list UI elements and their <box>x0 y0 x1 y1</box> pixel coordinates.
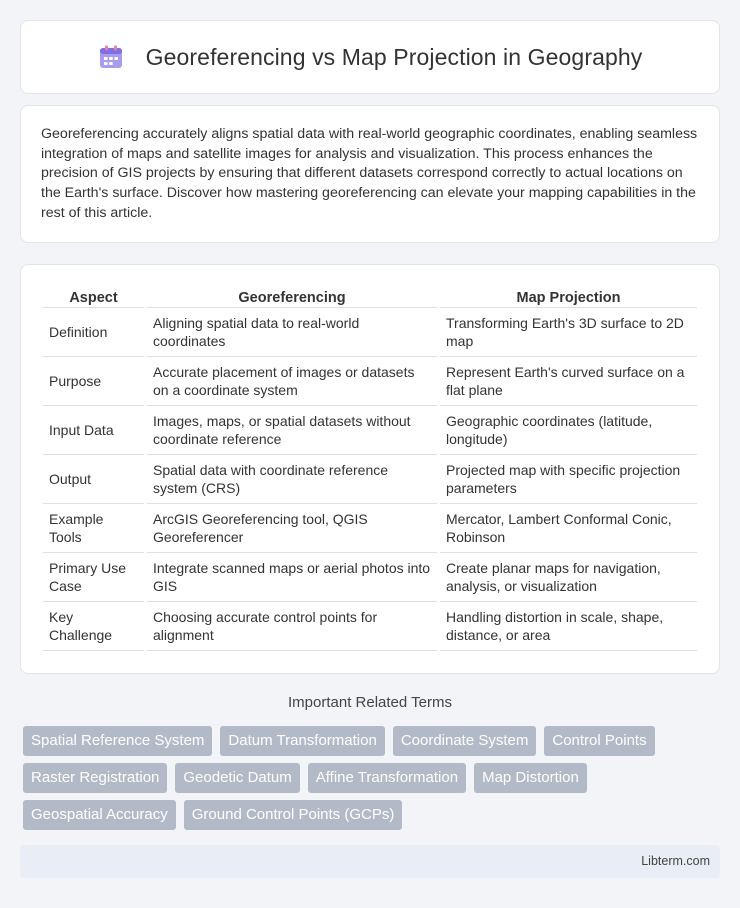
related-term-tag[interactable]: Spatial Reference System <box>23 726 212 756</box>
comparison-table <box>40 285 700 651</box>
map-projection-cell: Handling distortion in scale, shape, distance, or area <box>440 602 697 651</box>
page-title: Georeferencing vs Map Projection in Geography <box>145 43 643 70</box>
table-row <box>43 455 697 504</box>
map-projection-cell: Mercator, Lambert Conformal Conic, Robinson <box>440 504 697 553</box>
georeferencing-cell: Integrate scanned maps or aerial photos into GIS <box>147 553 437 602</box>
table-row <box>43 357 697 406</box>
related-term-tag[interactable]: Coordinate System <box>393 726 537 756</box>
related-term-tag[interactable]: Ground Control Points (GCPs) <box>184 800 403 830</box>
georeferencing-cell: Choosing accurate control points for alignment <box>147 602 437 651</box>
table-row <box>43 553 697 602</box>
comparison-table-card <box>20 264 720 674</box>
aspect-cell: Purpose <box>43 357 144 406</box>
georeferencing-cell: Accurate placement of images or datasets on a coordinate system <box>147 357 437 406</box>
aspect-cell: Example Tools <box>43 504 144 553</box>
map-projection-cell: Transforming Earth's 3D surface to 2D map <box>440 308 697 357</box>
related-term-tag[interactable]: Control Points <box>544 726 654 756</box>
column-header-aspect: Aspect <box>43 285 144 308</box>
map-projection-cell: Projected map with specific projection parameters <box>440 455 697 504</box>
georeferencing-cell: Spatial data with coordinate reference system (CRS) <box>147 455 437 504</box>
intro-card <box>20 105 720 243</box>
column-header-map-projection: Map Projection <box>440 285 697 308</box>
aspect-cell: Output <box>43 455 144 504</box>
related-term-tag[interactable]: Geospatial Accuracy <box>23 800 176 830</box>
related-term-tag[interactable]: Map Distortion <box>474 763 587 793</box>
related-term-tag[interactable]: Datum Transformation <box>220 726 384 756</box>
table-row <box>43 308 697 357</box>
intro-text: Georeferencing accurately aligns spatial data with real-world geographic coordinates, enabling seamless integration of maps and satellite images for analysis and visualization. This process enhances the precision of GIS projects by ensuring that different datasets correspond correctly to actual locations on the Earth's surface. Discover how mastering georeferencing can elevate your mapping capabilities in the rest of this article. <box>41 126 698 221</box>
footer <box>20 845 720 878</box>
aspect-cell: Definition <box>43 308 144 357</box>
table-row <box>43 504 697 553</box>
map-projection-cell: Geographic coordinates (latitude, longitude) <box>440 406 697 455</box>
georeferencing-cell: ArcGIS Georeferencing tool, QGIS Georeferencer <box>147 504 437 553</box>
related-term-tag[interactable]: Affine Transformation <box>308 763 466 793</box>
table-header-row <box>43 285 697 308</box>
aspect-cell: Input Data <box>43 406 144 455</box>
aspect-cell: Key Challenge <box>43 602 144 651</box>
related-terms-list <box>23 726 723 837</box>
footer-site-link[interactable]: Libterm.com <box>641 854 710 868</box>
table-row <box>43 602 697 651</box>
related-terms-heading: Important Related Terms <box>288 694 452 711</box>
related-term-tag[interactable]: Raster Registration <box>23 763 167 793</box>
related-term-tag[interactable]: Geodetic Datum <box>175 763 299 793</box>
map-projection-cell: Create planar maps for navigation, analysis, or visualization <box>440 553 697 602</box>
title-card <box>20 20 720 94</box>
table-row <box>43 406 697 455</box>
georeferencing-cell: Images, maps, or spatial datasets without coordinate reference <box>147 406 437 455</box>
aspect-cell: Primary Use Case <box>43 553 144 602</box>
georeferencing-cell: Aligning spatial data to real-world coordinates <box>147 308 437 357</box>
calendar-icon <box>98 44 124 70</box>
map-projection-cell: Represent Earth's curved surface on a flat plane <box>440 357 697 406</box>
column-header-georeferencing: Georeferencing <box>147 285 437 308</box>
